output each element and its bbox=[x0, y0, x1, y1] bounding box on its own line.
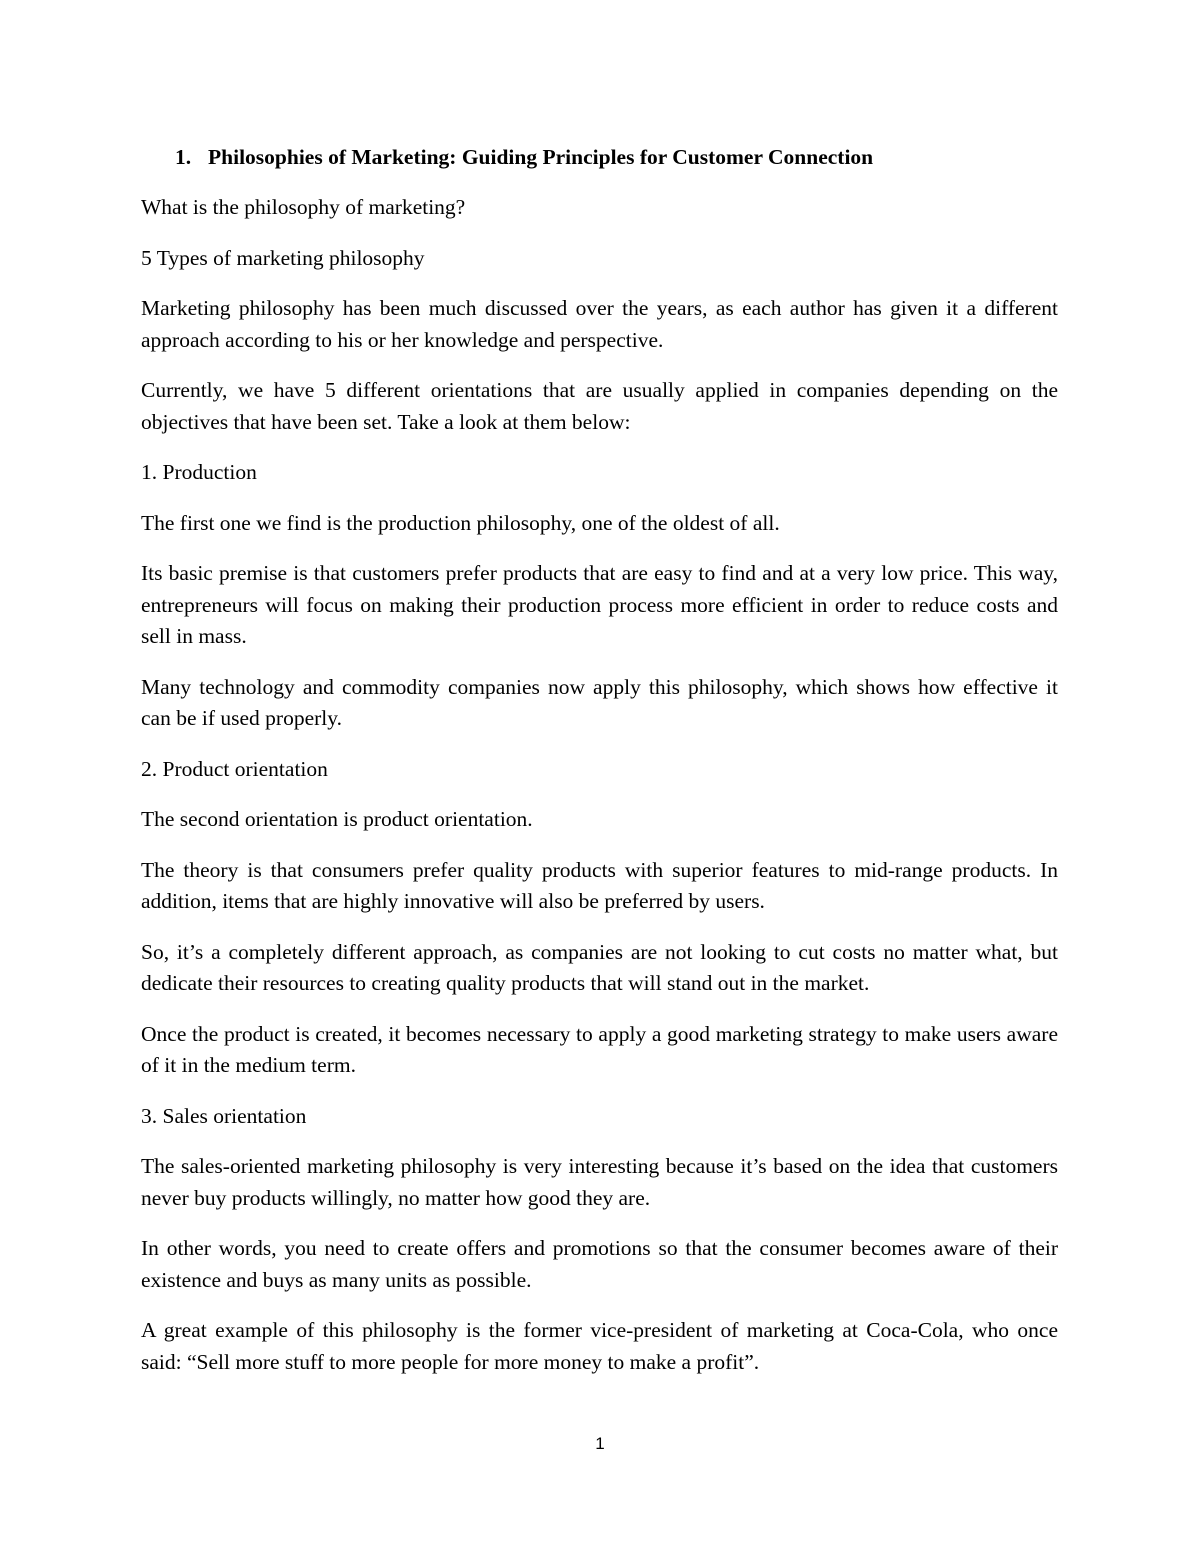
paragraph: Its basic premise is that customers prefer products that are easy to find and at a very low price. This way, entrepreneurs will focus on making their production process more efficient in order to reduce costs and sell in mass. bbox=[141, 561, 1058, 648]
heading-number: 1. bbox=[175, 145, 192, 169]
subheading-sales-orientation: 3. Sales orientation bbox=[141, 1103, 307, 1128]
page-number: 1 bbox=[595, 1434, 605, 1453]
paragraph: A great example of this philosophy is the former vice-president of marketing at Coca-Cola, who once said: “Sell more stuff to more people for more money to make a profit”. bbox=[141, 1318, 1058, 1374]
paragraph: The second orientation is product orientation. bbox=[141, 807, 533, 831]
paragraph: Once the product is created, it becomes necessary to apply a good marketing strategy to make users aware of it in the medium term. bbox=[141, 1021, 1058, 1077]
paragraph: Currently, we have 5 different orientations that are usually applied in companies depending on the objectives that have been set. Take a look at them below: bbox=[141, 378, 1058, 434]
page-content bbox=[141, 141, 1058, 1397]
subheading-product-orientation: 2. Product orientation bbox=[141, 756, 328, 781]
paragraph: In other words, you need to create offers and promotions so that the consumer becomes aware of their existence and buys as many units as possible. bbox=[141, 1236, 1058, 1292]
section-heading bbox=[175, 141, 1058, 173]
paragraph: Marketing philosophy has been much discussed over the years, as each author has given it a different approach according to his or her knowledge and perspective. bbox=[141, 296, 1058, 352]
paragraph: The first one we find is the production philosophy, one of the oldest of all. bbox=[141, 510, 780, 535]
subheading-types: 5 Types of marketing philosophy bbox=[141, 245, 425, 270]
subheading-production: 1. Production bbox=[141, 460, 257, 484]
question-line: What is the philosophy of marketing? bbox=[141, 195, 466, 219]
paragraph: So, it’s a completely different approach, as companies are not looking to cut costs no matter what, but dedicate their resources to creating quality products that will stand out in the market. bbox=[141, 939, 1058, 995]
heading-text: Philosophies of Marketing: Guiding Principles for Customer Connection bbox=[208, 145, 874, 169]
paragraph: The sales-oriented marketing philosophy is very interesting because it’s based on the idea that customers never buy products willingly, no matter how good they are. bbox=[141, 1154, 1058, 1210]
paragraph: The theory is that consumers prefer quality products with superior features to mid-range products. In addition, items that are highly innovative will also be preferred by users. bbox=[141, 857, 1058, 913]
paragraph: Many technology and commodity companies now apply this philosophy, which shows how effective it can be if used properly. bbox=[141, 674, 1058, 730]
